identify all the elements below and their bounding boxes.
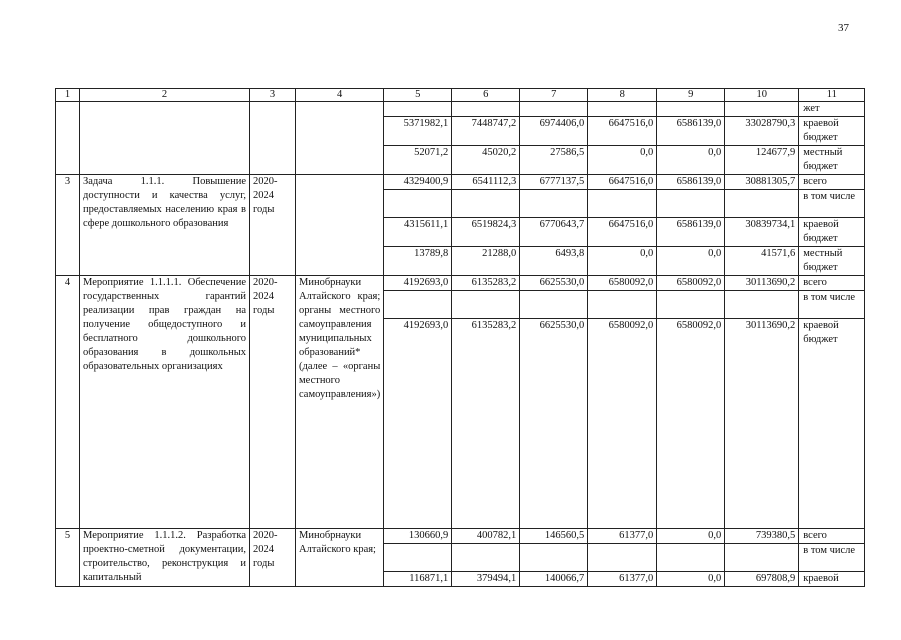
- period-cell: 2020-2024 годы: [250, 276, 296, 529]
- header-cell: 4: [296, 89, 384, 102]
- executor-cell: [296, 175, 384, 276]
- value-cell: 6580092,0: [588, 276, 657, 291]
- header-cell: 7: [520, 89, 588, 102]
- row-number-cell: [56, 102, 80, 175]
- header-cell: 5: [384, 89, 452, 102]
- value-cell: 52071,2: [384, 146, 452, 175]
- value-cell: [725, 102, 799, 117]
- period-cell: 2020-2024 годы: [250, 175, 296, 276]
- value-cell: 6647516,0: [588, 175, 657, 190]
- period-cell: 2020-2024 годы: [250, 529, 296, 587]
- value-cell: [657, 102, 725, 117]
- value-cell: 6519824,3: [452, 218, 520, 247]
- value-cell: 6770643,7: [520, 218, 588, 247]
- funding-source-cell: всего: [799, 529, 865, 544]
- value-cell: 7448747,2: [452, 117, 520, 146]
- value-cell: [452, 102, 520, 117]
- value-cell: [384, 291, 452, 319]
- funding-source-cell: краевой: [799, 572, 865, 587]
- value-cell: [452, 544, 520, 572]
- value-cell: 0,0: [657, 146, 725, 175]
- table-row: [56, 529, 865, 544]
- value-cell: [520, 190, 588, 218]
- funding-source-cell: местный бюджет: [799, 146, 865, 175]
- funding-source-cell: краевой бюджет: [799, 218, 865, 247]
- value-cell: [588, 102, 657, 117]
- funding-source-cell: всего: [799, 276, 865, 291]
- value-cell: 6580092,0: [588, 319, 657, 529]
- value-cell: 4192693,0: [384, 276, 452, 291]
- value-cell: 30839734,1: [725, 218, 799, 247]
- value-cell: 41571,6: [725, 247, 799, 276]
- value-cell: 6586139,0: [657, 117, 725, 146]
- value-cell: 0,0: [657, 529, 725, 544]
- funding-source-cell: краевой бюджет: [799, 319, 865, 529]
- executor-cell: Минобрнауки Алтайского края;: [296, 529, 384, 587]
- value-cell: 6541112,3: [452, 175, 520, 190]
- item-name-cell: Мероприятие 1.1.1.1. Обеспечение государственных гарантий реализации прав граждан на получение общедоступного и бесплатного дошкольного образования в дошкольных образовательных организациях: [80, 276, 250, 529]
- funding-source-cell: в том числе: [799, 190, 865, 218]
- value-cell: 6647516,0: [588, 218, 657, 247]
- value-cell: 0,0: [588, 247, 657, 276]
- table-row: [56, 276, 865, 291]
- value-cell: 0,0: [588, 146, 657, 175]
- value-cell: [452, 291, 520, 319]
- value-cell: [384, 544, 452, 572]
- value-cell: 6625530,0: [520, 319, 588, 529]
- funding-source-cell: жет: [799, 102, 865, 117]
- value-cell: 6135283,2: [452, 276, 520, 291]
- period-cell: [250, 102, 296, 175]
- value-cell: 61377,0: [588, 572, 657, 587]
- program-table: [55, 88, 865, 587]
- value-cell: [588, 544, 657, 572]
- table-row: [56, 102, 865, 117]
- header-cell: 8: [588, 89, 657, 102]
- value-cell: [452, 190, 520, 218]
- funding-source-cell: краевой бюджет: [799, 117, 865, 146]
- item-name-cell: Задача 1.1.1. Повышение доступности и качества услуг, предоставляемых населению края в сфере дошкольного образования: [80, 175, 250, 276]
- header-cell: 2: [80, 89, 250, 102]
- value-cell: 124677,9: [725, 146, 799, 175]
- value-cell: 30881305,7: [725, 175, 799, 190]
- value-cell: 379494,1: [452, 572, 520, 587]
- value-cell: 6135283,2: [452, 319, 520, 529]
- value-cell: 697808,9: [725, 572, 799, 587]
- value-cell: 6647516,0: [588, 117, 657, 146]
- value-cell: 27586,5: [520, 146, 588, 175]
- value-cell: [588, 190, 657, 218]
- value-cell: 140066,7: [520, 572, 588, 587]
- header-row: [56, 89, 865, 102]
- value-cell: [657, 190, 725, 218]
- value-cell: 739380,5: [725, 529, 799, 544]
- value-cell: 4329400,9: [384, 175, 452, 190]
- item-name-cell: [80, 102, 250, 175]
- value-cell: 6493,8: [520, 247, 588, 276]
- value-cell: [725, 291, 799, 319]
- header-cell: 11: [799, 89, 865, 102]
- value-cell: 4315611,1: [384, 218, 452, 247]
- value-cell: 116871,1: [384, 572, 452, 587]
- value-cell: 6586139,0: [657, 175, 725, 190]
- funding-source-cell: в том числе: [799, 291, 865, 319]
- value-cell: [384, 102, 452, 117]
- value-cell: [520, 102, 588, 117]
- funding-source-cell: в том числе: [799, 544, 865, 572]
- value-cell: 400782,1: [452, 529, 520, 544]
- value-cell: 6586139,0: [657, 218, 725, 247]
- row-number-cell: 4: [56, 276, 80, 529]
- value-cell: 6777137,5: [520, 175, 588, 190]
- funding-source-cell: местный бюджет: [799, 247, 865, 276]
- item-name-cell: Мероприятие 1.1.1.2. Разработка проектно-сметной документации, строительство, реконструкция и капитальный: [80, 529, 250, 587]
- value-cell: [657, 291, 725, 319]
- value-cell: 130660,9: [384, 529, 452, 544]
- header-cell: 6: [452, 89, 520, 102]
- value-cell: [725, 190, 799, 218]
- value-cell: [725, 544, 799, 572]
- value-cell: 0,0: [657, 572, 725, 587]
- value-cell: [520, 544, 588, 572]
- value-cell: 146560,5: [520, 529, 588, 544]
- table-row: [56, 175, 865, 190]
- value-cell: [657, 544, 725, 572]
- value-cell: 0,0: [657, 247, 725, 276]
- value-cell: 33028790,3: [725, 117, 799, 146]
- value-cell: 6974406,0: [520, 117, 588, 146]
- value-cell: 13789,8: [384, 247, 452, 276]
- executor-cell: Минобрнауки Алтайского края; органы местного самоуправления муниципальных образований* (далее – «органы местного самоуправления»): [296, 276, 384, 529]
- value-cell: [520, 291, 588, 319]
- value-cell: 45020,2: [452, 146, 520, 175]
- value-cell: 6580092,0: [657, 276, 725, 291]
- header-cell: 9: [657, 89, 725, 102]
- value-cell: 61377,0: [588, 529, 657, 544]
- executor-cell: [296, 102, 384, 175]
- value-cell: 30113690,2: [725, 319, 799, 529]
- funding-source-cell: всего: [799, 175, 865, 190]
- header-cell: 3: [250, 89, 296, 102]
- value-cell: [588, 291, 657, 319]
- row-number-cell: 3: [56, 175, 80, 276]
- value-cell: 6580092,0: [657, 319, 725, 529]
- header-cell: 1: [56, 89, 80, 102]
- value-cell: 21288,0: [452, 247, 520, 276]
- row-number-cell: 5: [56, 529, 80, 587]
- header-cell: 10: [725, 89, 799, 102]
- value-cell: 4192693,0: [384, 319, 452, 529]
- value-cell: 6625530,0: [520, 276, 588, 291]
- page-number: 37: [838, 22, 849, 34]
- value-cell: [384, 190, 452, 218]
- value-cell: 30113690,2: [725, 276, 799, 291]
- value-cell: 5371982,1: [384, 117, 452, 146]
